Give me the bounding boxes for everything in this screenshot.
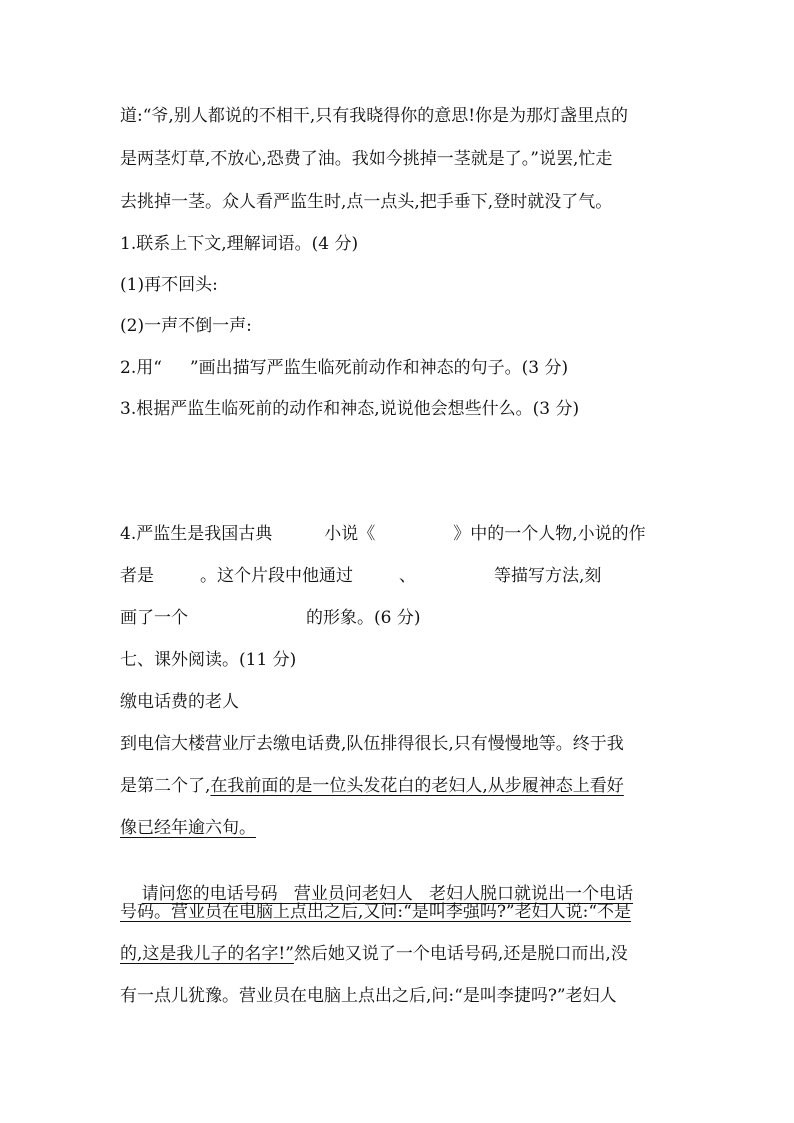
question-4-line-2 (120, 564, 680, 588)
q4-text-9: 的形象。(6 分) (306, 608, 421, 628)
question-1-item-1: (1)再不回头: (120, 275, 218, 295)
story-line-6-underlined: 的,这是我儿子的名字!” (120, 944, 294, 964)
passage-line-3: 去挑掉一茎。众人看严监生时,点一点头,把手垂下,登时就没了气。 (120, 192, 613, 212)
section-7-heading: 七、课外阅读。(11 分) (120, 650, 297, 670)
story-line-5-underlined: 号码。营业员在电脑上点出之后,又问:“是叫李强吗?”老妇人说:“不是 (120, 902, 632, 922)
q4-text-5: 。这个片段中他通过 (200, 566, 353, 586)
story-line-6-plain: 然后她又说了一个电话号码,还是脱口而出,没 (293, 944, 628, 964)
q4-text-6: 、 (399, 566, 416, 586)
story-line-3-underlined: 像已经年逾六旬。 (120, 818, 256, 838)
q4-text-1: 4.严监生是我国古典 (120, 524, 273, 544)
story-line-4-underlined: 请问您的电话号码 营业员问老妇人 老妇人脱口就说出一个电话 (141, 884, 634, 904)
question-2-text: ”画出描写严监生临死前动作和神态的句子。(3 分) (189, 358, 569, 378)
passage-line-1: 道:“爷,别人都说的不相干,只有我晓得你的意思!你是为那灯盏里点的 (120, 106, 629, 126)
question-3: 3.根据严监生临死前的动作和神态,说说他会想些什么。(3 分) (120, 399, 580, 419)
story-line-2-plain: 是第二个了, (120, 776, 211, 796)
q4-text-3: 》中的一个人物,小说的作 (453, 524, 646, 544)
story-line-3 (120, 816, 680, 840)
passage-line-2: 是两茎灯草,不放心,恐费了油。我如今挑掉一茎就是了。”说罢,忙走 (120, 149, 613, 169)
story-line-1: 到电信大楼营业厅去缴电话费,队伍排得很长,只有慢慢地等。终于我 (120, 734, 624, 754)
q4-text-4: 者是 (120, 566, 154, 586)
q4-text-7: 等描写方法,刻 (494, 566, 602, 586)
story-line-2 (120, 774, 680, 798)
story-line-2-underlined: 在我前面的是一位头发花白的老妇人,从步履神态上看好 (210, 776, 624, 796)
question-4-line-3 (120, 606, 680, 630)
story-line-5 (120, 900, 680, 924)
question-2 (120, 356, 680, 380)
question-1-item-2: (2)一声不倒一声: (120, 316, 252, 336)
q4-text-2: 小说《 (324, 524, 376, 544)
q4-text-8: 画了一个 (120, 608, 188, 628)
story-title: 缴电话费的老人 (120, 692, 239, 712)
question-2-prefix: 2.用“ (120, 358, 162, 378)
story-line-6 (120, 942, 680, 966)
question-1: 1.联系上下文,理解词语。(4 分) (120, 234, 359, 254)
question-4-line-1 (120, 522, 680, 546)
story-line-7: 有一点儿犹豫。营业员在电脑上点出之后,问:“是叫李捷吗?”老妇人 (120, 986, 617, 1006)
